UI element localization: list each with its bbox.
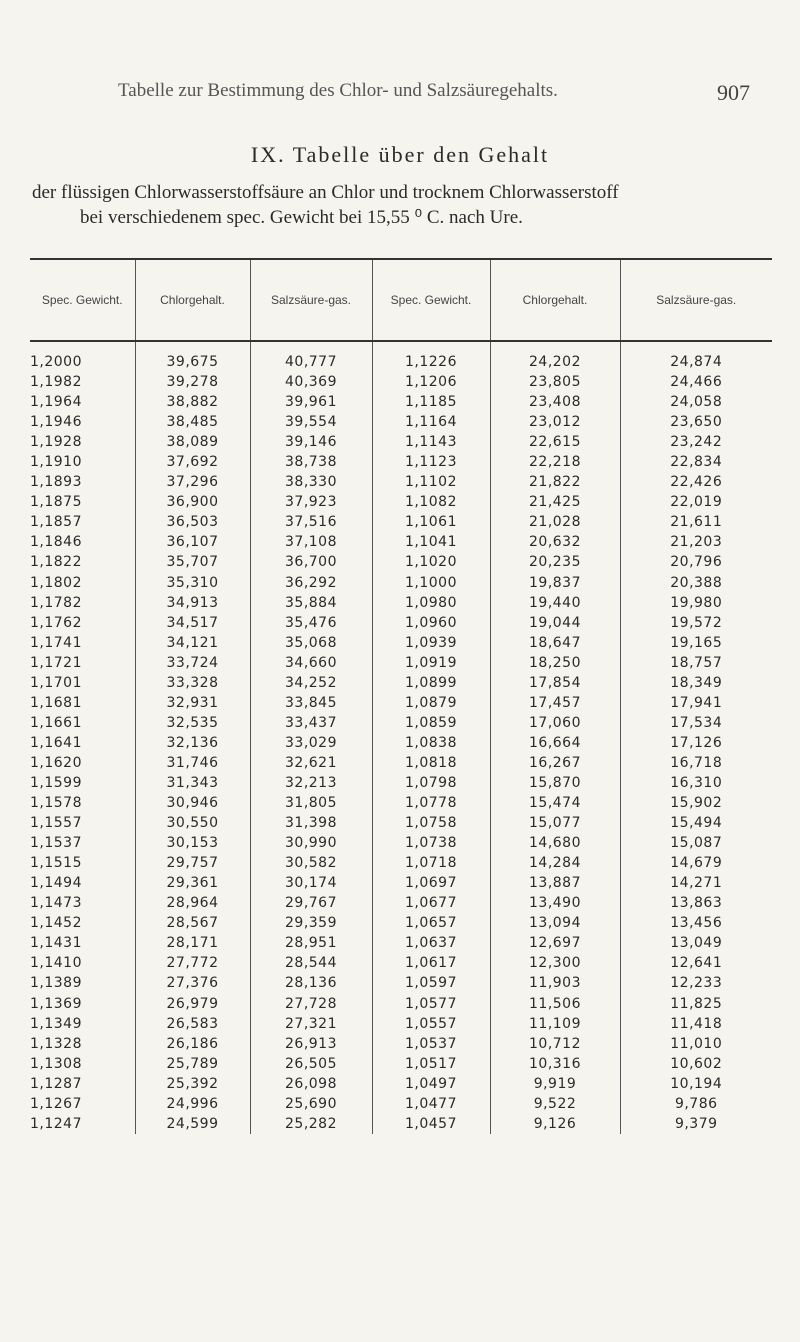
table-row [30, 1034, 772, 1054]
table-cell: 1,0919 [372, 653, 490, 673]
table-cell: 27,376 [135, 973, 250, 993]
table-row [30, 933, 772, 953]
table-cell: 30,990 [250, 833, 372, 853]
table-cell: 26,979 [135, 994, 250, 1014]
table-cell: 1,1164 [372, 412, 490, 432]
table-cell: 21,028 [490, 512, 620, 532]
table-cell: 39,146 [250, 432, 372, 452]
table-cell: 13,456 [620, 913, 772, 933]
table-row [30, 893, 772, 913]
table-cell: 1,0738 [372, 833, 490, 853]
table-cell: 18,757 [620, 653, 772, 673]
table-cell: 30,174 [250, 873, 372, 893]
table-cell: 39,675 [135, 341, 250, 372]
table-cell: 1,1641 [30, 734, 82, 751]
table-row [30, 953, 772, 973]
table-cell: 35,476 [250, 613, 372, 633]
table-cell: 31,343 [135, 773, 250, 793]
table-cell: 13,049 [620, 933, 772, 953]
table-cell: 22,615 [490, 432, 620, 452]
table-row [30, 813, 772, 833]
table-cell: 1,1206 [372, 372, 490, 392]
table-cell: 16,718 [620, 753, 772, 773]
table-cell: 11,109 [490, 1014, 620, 1034]
table-cell: 22,019 [620, 492, 772, 512]
table-cell: 11,903 [490, 973, 620, 993]
table-cell: 1,1410 [30, 955, 82, 972]
table-cell: 29,767 [250, 893, 372, 913]
table-cell: 1,1893 [30, 474, 82, 491]
table-row [30, 853, 772, 873]
table-cell: 9,379 [620, 1114, 772, 1134]
table-cell: 17,854 [490, 673, 620, 693]
table-cell: 1,1389 [30, 975, 82, 992]
table-cell: 12,300 [490, 953, 620, 973]
table-cell: 1,1287 [30, 1075, 82, 1092]
table-row [30, 873, 772, 893]
table-row [30, 793, 772, 813]
table-cell: 17,941 [620, 693, 772, 713]
table-row [30, 532, 772, 552]
table-cell: 31,746 [135, 753, 250, 773]
table-cell: 20,796 [620, 552, 772, 572]
table-row [30, 713, 772, 733]
table-cell: 1,0497 [372, 1074, 490, 1094]
table-cell: 26,186 [135, 1034, 250, 1054]
table-cell: 40,777 [250, 341, 372, 372]
table-cell: 1,0637 [372, 933, 490, 953]
table-row [30, 1074, 772, 1094]
table-cell: 1,0577 [372, 994, 490, 1014]
table-cell: 1,0617 [372, 953, 490, 973]
table-cell: 30,550 [135, 813, 250, 833]
table-cell: 1,1328 [30, 1035, 82, 1052]
table-cell: 27,728 [250, 994, 372, 1014]
table-cell: 12,697 [490, 933, 620, 953]
table-cell: 24,874 [620, 341, 772, 372]
table-cell: 26,505 [250, 1054, 372, 1074]
table-cell: 32,136 [135, 733, 250, 753]
table-cell: 39,961 [250, 392, 372, 412]
table-cell: 37,923 [250, 492, 372, 512]
table-cell: 16,267 [490, 753, 620, 773]
table-cell: 1,1431 [30, 935, 82, 952]
table-cell: 19,837 [490, 573, 620, 593]
table-cell: 1,1000 [372, 573, 490, 593]
table-row [30, 1094, 772, 1114]
data-table [30, 258, 772, 1134]
table-row [30, 573, 772, 593]
table-cell: 14,680 [490, 833, 620, 853]
table-cell: 19,165 [620, 633, 772, 653]
table-cell: 28,567 [135, 913, 250, 933]
table-cell: 1,0677 [372, 893, 490, 913]
table-cell: 28,171 [135, 933, 250, 953]
table-row [30, 1014, 772, 1034]
table-row [30, 372, 772, 392]
table-cell: 38,882 [135, 392, 250, 412]
table-cell: 22,218 [490, 452, 620, 472]
table-cell: 1,1599 [30, 775, 82, 791]
table-row [30, 552, 772, 572]
table-cell: 1,1494 [30, 875, 82, 892]
table-row [30, 973, 772, 993]
table-row [30, 733, 772, 753]
table-cell: 11,825 [620, 994, 772, 1014]
table-header-row [30, 259, 772, 341]
table-cell: 1,0597 [372, 973, 490, 993]
table-cell: 40,369 [250, 372, 372, 392]
table-row [30, 412, 772, 432]
table-cell: 1,0697 [372, 873, 490, 893]
table-cell: 1,1620 [30, 754, 82, 771]
table-cell: 25,392 [135, 1074, 250, 1094]
table-cell: 10,602 [620, 1054, 772, 1074]
table-row [30, 341, 772, 372]
table-cell: 9,522 [490, 1094, 620, 1114]
table-cell: 1,1020 [372, 552, 490, 572]
table-row [30, 613, 772, 633]
table-row [30, 913, 772, 933]
table-cell: 1,1082 [372, 492, 490, 512]
table-cell: 37,516 [250, 512, 372, 532]
table-row [30, 653, 772, 673]
table-cell: 24,202 [490, 341, 620, 372]
table-row [30, 452, 772, 472]
table-cell: 1,0457 [372, 1114, 490, 1134]
table-cell: 1,1964 [30, 394, 82, 411]
table-row [30, 512, 772, 532]
table-cell: 29,757 [135, 853, 250, 873]
table-body [30, 341, 772, 1134]
table-cell: 21,425 [490, 492, 620, 512]
table-row [30, 472, 772, 492]
table-cell: 15,902 [620, 793, 772, 813]
table-cell: 33,724 [135, 653, 250, 673]
table-cell: 1,0758 [372, 813, 490, 833]
table-cell: 36,900 [135, 492, 250, 512]
table-cell: 1,0838 [372, 733, 490, 753]
table-cell: 32,621 [250, 753, 372, 773]
table-cell: 1,0980 [372, 593, 490, 613]
table-row [30, 593, 772, 613]
table-cell: 37,692 [135, 452, 250, 472]
table-cell: 27,321 [250, 1014, 372, 1034]
table-cell: 16,664 [490, 733, 620, 753]
running-head-title: Tabelle zur Bestimmung des Chlor- und Salzsäuregehalts. [118, 80, 558, 101]
table-cell: 1,1061 [372, 512, 490, 532]
table-cell: 1,1557 [30, 815, 82, 832]
table-cell: 1,0798 [372, 773, 490, 793]
table-cell: 23,242 [620, 432, 772, 452]
table-row [30, 392, 772, 412]
table-cell: 36,700 [250, 552, 372, 572]
table-cell: 39,278 [135, 372, 250, 392]
table-cell: 24,466 [620, 372, 772, 392]
table-cell: 1,1226 [372, 341, 490, 372]
table-cell: 1,1846 [30, 534, 82, 551]
table-cell: 1,0778 [372, 793, 490, 813]
table-cell: 20,632 [490, 532, 620, 552]
table-cell: 22,426 [620, 472, 772, 492]
table-cell: 32,931 [135, 693, 250, 713]
table-cell: 1,0657 [372, 913, 490, 933]
table-cell: 9,919 [490, 1074, 620, 1094]
table-cell: 24,599 [135, 1114, 250, 1134]
table-cell: 18,349 [620, 673, 772, 693]
table-cell: 26,583 [135, 1014, 250, 1034]
table-row [30, 432, 772, 452]
table-cell: 20,235 [490, 552, 620, 572]
table-cell: 19,572 [620, 613, 772, 633]
table-cell: 26,913 [250, 1034, 372, 1054]
subtitle-line-2: bei verschiedenem spec. Gewicht bei 15,55 ⁰ C. nach Ure. [80, 207, 523, 228]
table-cell: 17,060 [490, 713, 620, 733]
table-cell: 13,887 [490, 873, 620, 893]
table-heading: IX. Tabelle über den Gehalt [250, 142, 550, 167]
table-cell: 35,884 [250, 593, 372, 613]
table-cell: 1,0477 [372, 1094, 490, 1114]
table-cell: 25,789 [135, 1054, 250, 1074]
table-cell: 36,107 [135, 532, 250, 552]
table-cell: 13,490 [490, 893, 620, 913]
table-row [30, 1054, 772, 1074]
table-cell: 1,0879 [372, 693, 490, 713]
table-cell: 18,647 [490, 633, 620, 653]
table-cell: 33,845 [250, 693, 372, 713]
table-cell: 1,1741 [30, 634, 82, 651]
table-cell: 19,980 [620, 593, 772, 613]
table-cell: 13,863 [620, 893, 772, 913]
table-cell: 27,772 [135, 953, 250, 973]
table-cell: 11,010 [620, 1034, 772, 1054]
table-cell: 21,822 [490, 472, 620, 492]
subtitle-line-1: der flüssigen Chlorwasserstoffsäure an Chlor und trocknem Chlorwasserstoff [32, 182, 619, 203]
table-cell: 19,440 [490, 593, 620, 613]
table-cell: 1,1982 [30, 374, 82, 391]
table-cell: 1,1537 [30, 835, 82, 852]
table-cell: 1,1701 [30, 674, 82, 691]
table-cell: 22,834 [620, 452, 772, 472]
table-cell: 1,1782 [30, 594, 82, 611]
table-cell: 1,1822 [30, 554, 82, 571]
table-cell: 1,1661 [30, 714, 82, 731]
table-subtitle [30, 180, 780, 230]
table-cell: 25,690 [250, 1094, 372, 1114]
header-salzsaeuregas-1: Salzsäure-gas. [250, 259, 372, 341]
table-cell: 13,094 [490, 913, 620, 933]
table-cell: 34,913 [135, 593, 250, 613]
table-cell: 1,1721 [30, 654, 82, 671]
table-cell: 15,087 [620, 833, 772, 853]
table-cell: 36,292 [250, 573, 372, 593]
table-cell: 32,535 [135, 713, 250, 733]
table-cell: 25,282 [250, 1114, 372, 1134]
table-cell: 1,0859 [372, 713, 490, 733]
table-cell: 19,044 [490, 613, 620, 633]
table-row [30, 492, 772, 512]
table-cell: 33,328 [135, 673, 250, 693]
table-cell: 28,544 [250, 953, 372, 973]
table-row [30, 753, 772, 773]
table-cell: 1,1946 [30, 414, 82, 431]
table-cell: 15,494 [620, 813, 772, 833]
table-cell: 9,786 [620, 1094, 772, 1114]
table-row [30, 633, 772, 653]
header-salzsaeuregas-2: Salzsäure-gas. [620, 259, 772, 341]
table-cell: 1,0718 [372, 853, 490, 873]
table-cell: 31,398 [250, 813, 372, 833]
page-number: 907 [717, 80, 750, 105]
table-row [30, 1114, 772, 1134]
table-cell: 23,408 [490, 392, 620, 412]
table-cell: 17,534 [620, 713, 772, 733]
table-cell: 38,485 [135, 412, 250, 432]
table-cell: 14,284 [490, 853, 620, 873]
table-cell: 28,951 [250, 933, 372, 953]
table-cell: 1,1857 [30, 514, 82, 531]
table-cell: 39,554 [250, 412, 372, 432]
header-chlorgehalt-2: Chlorgehalt. [490, 259, 620, 341]
table-cell: 1,0899 [372, 673, 490, 693]
table-cell: 1,1452 [30, 915, 82, 932]
table-cell: 12,233 [620, 973, 772, 993]
running-head [0, 80, 800, 120]
table-cell: 28,136 [250, 973, 372, 993]
table-cell: 1,1308 [30, 1055, 82, 1072]
table-cell: 32,213 [250, 773, 372, 793]
table-cell: 1,1143 [372, 432, 490, 452]
table-cell: 1,1910 [30, 454, 82, 471]
table-cell: 9,126 [490, 1114, 620, 1134]
table-cell: 15,077 [490, 813, 620, 833]
table-cell: 34,252 [250, 673, 372, 693]
table-cell: 38,089 [135, 432, 250, 452]
table-cell: 1,1369 [30, 995, 82, 1012]
table-cell: 12,641 [620, 953, 772, 973]
table-cell: 18,250 [490, 653, 620, 673]
table-cell: 36,503 [135, 512, 250, 532]
table-cell: 33,437 [250, 713, 372, 733]
table-cell: 38,738 [250, 452, 372, 472]
table-cell: 23,650 [620, 412, 772, 432]
table-cell: 30,946 [135, 793, 250, 813]
table-cell: 1,1102 [372, 472, 490, 492]
table-cell: 1,0557 [372, 1014, 490, 1034]
table-row [30, 833, 772, 853]
table-cell: 1,1247 [30, 1115, 82, 1132]
table-cell: 1,0939 [372, 633, 490, 653]
table-cell: 1,0960 [372, 613, 490, 633]
table-cell: 1,0537 [372, 1034, 490, 1054]
table-cell: 29,359 [250, 913, 372, 933]
table-row [30, 773, 772, 793]
table-cell: 29,361 [135, 873, 250, 893]
table-cell: 34,660 [250, 653, 372, 673]
header-spec-gewicht-1: Spec. Gewicht. [30, 259, 135, 341]
table-cell: 33,029 [250, 733, 372, 753]
table-cell: 31,805 [250, 793, 372, 813]
table-cell: 1,1515 [30, 855, 82, 872]
table-row [30, 693, 772, 713]
table-cell: 1,2000 [30, 354, 82, 371]
table-cell: 20,388 [620, 573, 772, 593]
table-cell: 10,316 [490, 1054, 620, 1074]
table-cell: 14,271 [620, 873, 772, 893]
header-spec-gewicht-2: Spec. Gewicht. [372, 259, 490, 341]
table-cell: 1,1185 [372, 392, 490, 412]
header-chlorgehalt-1: Chlorgehalt. [135, 259, 250, 341]
table-cell: 1,1473 [30, 895, 82, 912]
table-cell: 1,1928 [30, 434, 82, 451]
table-cell: 10,712 [490, 1034, 620, 1054]
table-cell: 1,1802 [30, 574, 82, 591]
table-cell: 37,296 [135, 472, 250, 492]
table-cell: 15,474 [490, 793, 620, 813]
table-cell: 35,068 [250, 633, 372, 653]
table-cell: 35,310 [135, 573, 250, 593]
table-cell: 28,964 [135, 893, 250, 913]
table-cell: 1,0818 [372, 753, 490, 773]
table-cell: 21,203 [620, 532, 772, 552]
table-cell: 11,418 [620, 1014, 772, 1034]
table-cell: 1,1123 [372, 452, 490, 472]
table-cell: 17,457 [490, 693, 620, 713]
table-cell: 30,153 [135, 833, 250, 853]
table-cell: 1,0517 [372, 1054, 490, 1074]
table-cell: 10,194 [620, 1074, 772, 1094]
table-cell: 37,108 [250, 532, 372, 552]
table-cell: 16,310 [620, 773, 772, 793]
table-cell: 35,707 [135, 552, 250, 572]
table-cell: 30,582 [250, 853, 372, 873]
table-cell: 23,805 [490, 372, 620, 392]
table-cell: 1,1762 [30, 614, 82, 631]
table-cell: 1,1578 [30, 795, 82, 812]
table-cell: 1,1681 [30, 694, 82, 711]
table-cell: 15,870 [490, 773, 620, 793]
table-cell: 23,012 [490, 412, 620, 432]
table-cell: 34,121 [135, 633, 250, 653]
table-cell: 1,1875 [30, 494, 82, 511]
table-row [30, 673, 772, 693]
table-row [30, 994, 772, 1014]
table-cell: 1,1041 [372, 532, 490, 552]
table-cell: 17,126 [620, 733, 772, 753]
table-cell: 1,1349 [30, 1015, 82, 1032]
table-cell: 11,506 [490, 994, 620, 1014]
table-cell: 24,996 [135, 1094, 250, 1114]
table-cell: 24,058 [620, 392, 772, 412]
table-cell: 1,1267 [30, 1095, 82, 1112]
table-cell: 34,517 [135, 613, 250, 633]
table-cell: 14,679 [620, 853, 772, 873]
table-cell: 26,098 [250, 1074, 372, 1094]
table-cell: 21,611 [620, 512, 772, 532]
table-cell: 38,330 [250, 472, 372, 492]
